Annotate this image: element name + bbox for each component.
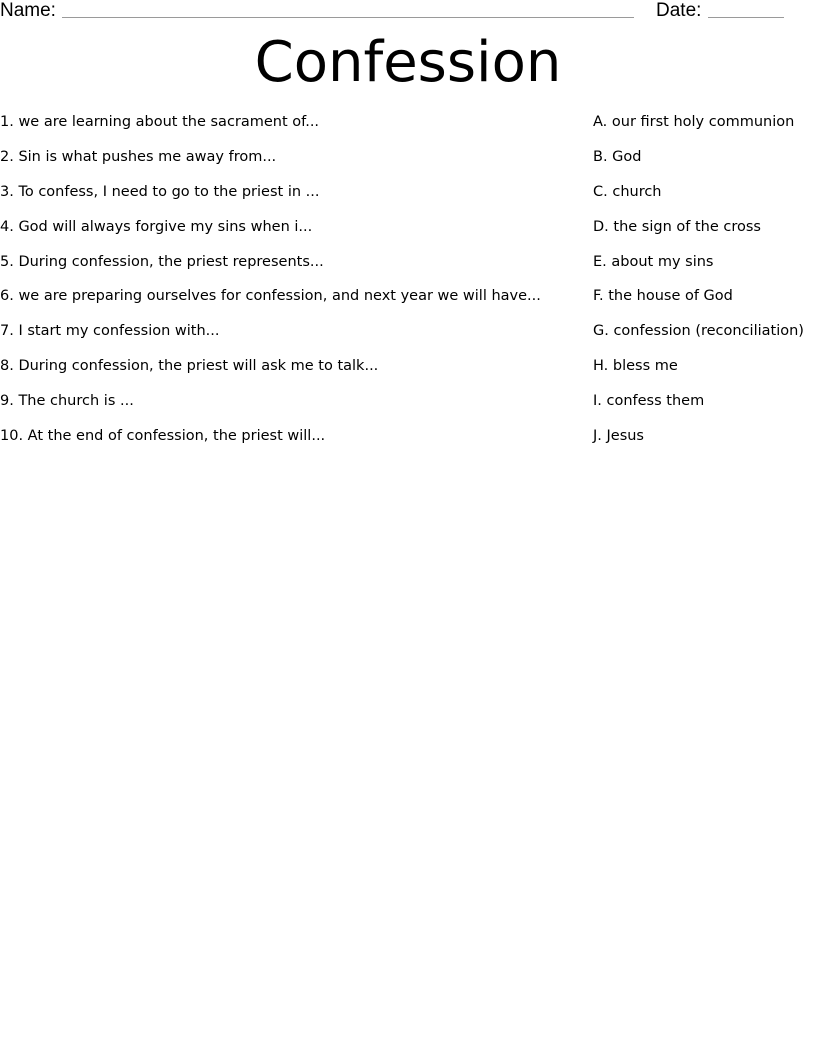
answer-item: I. confess them [593, 393, 705, 410]
answer-item: D. the sign of the cross [593, 218, 761, 235]
answer-item: H. bless me [593, 358, 678, 375]
question-item: 7. I start my confession with... [0, 323, 220, 340]
answer-list [593, 111, 815, 460]
date-label: Date: [656, 0, 702, 21]
answer-item: B. God [593, 148, 642, 165]
question-item: 9. The church is ... [0, 393, 134, 410]
question-item: 2. Sin is what pushes me away from... [0, 148, 277, 165]
question-item: 8. During confession, the priest will ask me to talk... [0, 358, 379, 375]
worksheet-title: Confession [254, 30, 562, 95]
question-item: 1. we are learning about the sacrament of... [0, 114, 320, 130]
answer-item: F. the house of God [593, 288, 733, 305]
answer-item: J. Jesus [593, 428, 644, 445]
answer-item: A. our first holy communion [593, 114, 795, 130]
answer-item: G. confession (reconciliation) [593, 323, 804, 340]
date-blank-line [708, 17, 784, 18]
answer-item: C. church [593, 183, 662, 200]
question-item: 5. During confession, the priest represents... [0, 253, 324, 270]
question-item: 4. God will always forgive my sins when i... [0, 218, 313, 235]
question-list [0, 111, 580, 460]
question-item: 10. At the end of confession, the priest will... [0, 428, 326, 445]
name-label: Name: [0, 0, 56, 21]
question-item: 6. we are preparing ourselves for confession, and next year we will have... [0, 288, 541, 305]
name-blank-line [62, 17, 634, 18]
question-item: 3. To confess, I need to go to the priest in ... [0, 183, 320, 200]
worksheet-header [0, 0, 816, 22]
answer-item: E. about my sins [593, 253, 714, 270]
